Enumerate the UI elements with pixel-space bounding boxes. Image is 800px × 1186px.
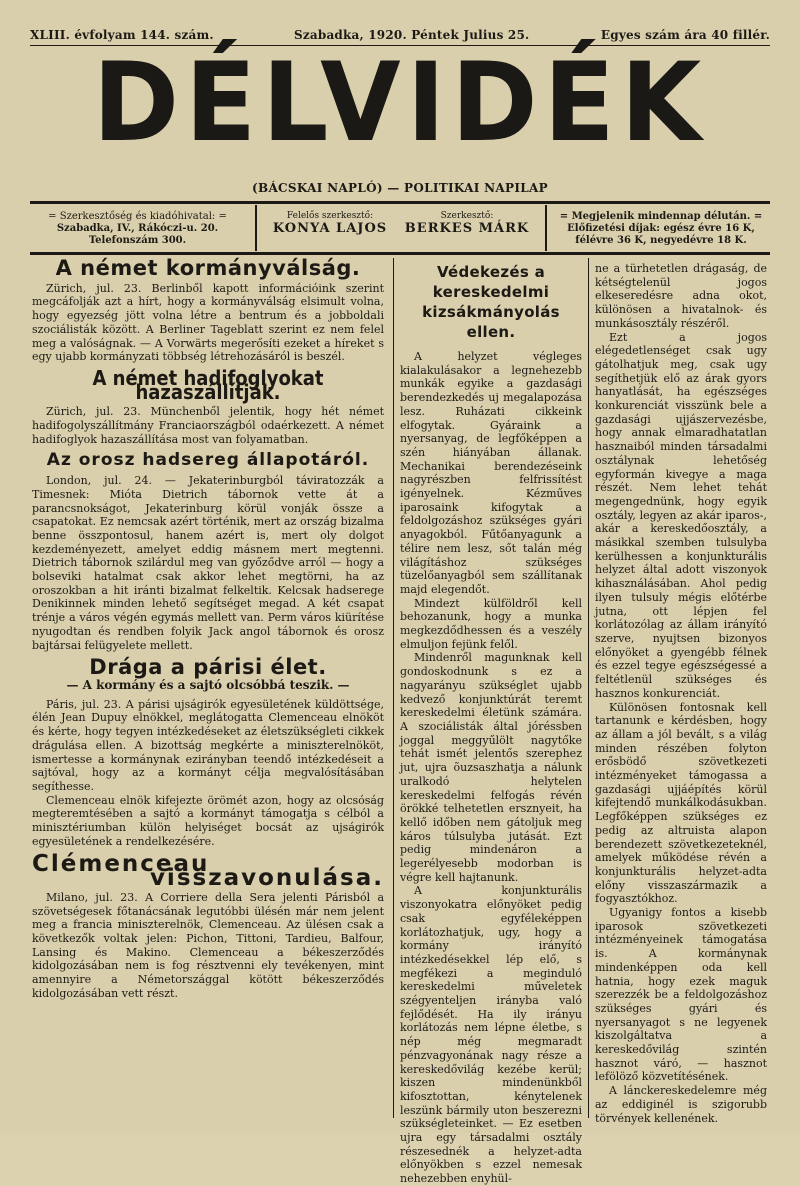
article-russian-army: London, jul. 24. — Jekaterinburgból táviratozzák a Timesnek: Mióta Dietrich tábornok vette át a parancsnokságot, Jekaterinburg körül vonják össze a csapatokat. Ez nemcsak azért történik, mert az ország bizalma benne összpontosul, hanem azért is, mert oly dolgot kezdeményezett, amelyet eddig másnem mert megtenni. Dietrich tábornok szilárdul meg van győződve arról — hogy a bolseviki hatalmat csak akkor lehet megtörni, ha az oroszokban a hit iránti bizalmat felkeltik. Kelcsak hadserege Denikinnek minden lehető segítséget megad. A két csapat trénje a város végén egymás mellett van. Perm város kiürítése nyugodtan és rendben folyik Jack angol tábornok és orosz bajtársai felügyelete mellett. xyxy=(32,474,384,652)
office-phone: Telefonszám 300. xyxy=(88,235,187,246)
headline-commercial-exploitation: Védekezés a kereskedelmi kizsákmányolás ellen. xyxy=(422,263,560,341)
masthead-rule-top xyxy=(30,201,770,204)
headline-paris-life: Drága a párisi élet. xyxy=(89,655,327,680)
office-title: = Szerkesztőség és kiadóhivatal: = xyxy=(48,211,227,222)
article-exploitation-p2: Mindezt külföldről kell behozanunk, hogy a munka megkezdődhessen és a veszély elmuljon fejünk felől. xyxy=(400,596,582,651)
column-1 xyxy=(32,256,384,1122)
article-continued-p4: Ugyanigy fontos a kisebb iparosok szövetkezeti intézményeinek támogatása is. A kormánynak mindenképpen oda kell hatnia, hogy ezek maguk szerezzék be a feldolgozáshoz szükséges gyári és nyersanyagot s ne legyenek kiszolgáltatva a kereskedővilág szintén hasznot váró, — hasznot lefölöző közvetítésének. xyxy=(595,906,767,1084)
subscription-prices-2: félévre 36 K, negyedévre 18 K. xyxy=(575,235,747,246)
editor-info xyxy=(265,205,395,257)
subscription-prices: Előfizetési díjak: egész évre 16 K, xyxy=(567,223,755,234)
column-divider-2 xyxy=(588,258,589,1118)
column-3 xyxy=(595,262,767,1125)
editor-name: KONYA LAJOS xyxy=(272,221,388,236)
issue-price: Egyes szám ára 40 fillér. xyxy=(600,28,770,42)
coeditor-info xyxy=(402,205,532,257)
info-divider-1 xyxy=(255,205,257,251)
masthead-subtitle: (BÁCSKAI NAPLÓ) — POLITIKAI NAPILAP xyxy=(252,181,548,195)
article-continued-p5: A lánckereskedelemre még az eddiginél is szigorubb törvények kellenének. xyxy=(595,1084,767,1125)
subscription-info xyxy=(552,205,770,257)
article-pow-repatriation: Zürich, jul. 23. Münchenből jelentik, hogy hét német hadifogolyszállítmány Franciaországból odaérkezett. A német hadifoglyok hazaszállítása most van folyamatban. xyxy=(32,405,384,446)
article-exploitation-p1: A helyzet végleges kialakulásakor a legnehezebb munkák egyike a gazdasági berendezkedés uj megalapozása lesz. Ruházati cikkeink elfogytak. Gyáraink a nyersanyag, de legfőképpen a szén hiányában állanak. Mechanikai berendezéseink nagyrészben felfrissítést igényelnek. Kézműves iparosaink kifogytak a feldolgozáshoz szükséges gyári anyagokból. Fűtőanyagunk a télire nem lesz, sőt talán még világításhoz szükséges tüzelőanyagból sem szállítanak majd elegendőt. xyxy=(400,350,582,596)
article-clemenceau: Milano, jul. 23. A Corriere della Sera jelenti Párisból a szövetségesek főtanácsának legutóbbi ülésén már nem jelent meg a francia miniszterelnök, Clemenceau. Az ülésen csak a következők voltak jelen: Pichon, Tittoni, Tardieu, Balfour, Lansing és Makino. Clemenceau a békeszerződés kidolgozásában nem is fog résztvenni ely tevékenyen, mint amennyire a Németországgal kötött békeszerződés kidolgozásában vett részt. xyxy=(32,890,384,1000)
issue-date: Szabadka, 1920. Péntek Julius 25. xyxy=(294,28,530,42)
info-divider-2 xyxy=(545,205,547,251)
article-paris-life: Páris, jul. 23. A párisi ujságirók egyesületének küldöttsége, élén Jean Dupuy elnökkel, meglátogatta Clemenceau elnököt és kérte, hogy tegyen intézkedéseket az életszükségleti cikkek drágulása ellen. A bizottság megkérte a miniszterelnököt, ismertesse a kormánynak ezirányban teendő intézkedéseit a sajtóval, hogy az a kormányt célja megvalósításában segíthesse. xyxy=(32,697,384,793)
info-bar xyxy=(30,205,770,251)
headline-russian-army: Az orosz hadsereg állapotáról. xyxy=(46,450,370,471)
publication-schedule: = Megjelenik mindennap délután. = xyxy=(559,211,763,222)
headline-clemenceau-2: visszavonulása. xyxy=(149,865,384,892)
article-exploitation-p3: Mindenről magunknak kell gondoskodnunk s ez a nagyarányu szükséglet ujabb kedvező konjunktúrát teremt kereskedelmi életünk számára. A szociálisták által jóréssben joggal meggyűlölt nagytőke tehát ismét jelentős szerephez jut, ujra õuzsaszhatja a nálunk uralkodó helytelen kereskedelmi felfogás révén örökké telhetetlen ersznyeit, ha kellő időben nem gátoljuk meg káros túlsulyba jutását. Ezt pedig mindenáron a legerélyesebb modorban is végre kell hajtanunk. xyxy=(400,651,582,884)
masthead-title: DÉLVIDÉK xyxy=(92,37,708,167)
headline-pow-repatriation: A német hadifoglyokat hazaszállítják. xyxy=(92,365,324,404)
headline-clemenceau-1: Clémenceau xyxy=(32,851,210,878)
office-address: Szabadka, IV., Rákóczi-u. 20. xyxy=(56,223,219,234)
article-german-crisis: Zürich, jul. 23. Berlinből kapott információink szerint megcáfolják azt a hírt, hogy a kormányválság elsimult volna, hogy egyezség jött volna létre a bentrum és a jobboldali szociálisták között. A Berliner Tageblatt szerint ez nem felel meg a valóságnak. — A Vorwärts megerősíti ezeket a híreket s egy ujabb kormányzati többség létrehozásáról is beszél. xyxy=(32,281,384,364)
subheadline-paris-life: — A kormány és a sajtó olcsóbbá teszik. — xyxy=(66,677,350,692)
column-2 xyxy=(400,262,582,1186)
masthead-rule-bottom xyxy=(30,252,770,255)
column-divider-1 xyxy=(393,258,394,1118)
editor-label: Felelős szerkesztő: xyxy=(286,211,374,221)
office-info xyxy=(30,205,245,257)
article-exploitation-p4: A konjunkturális viszonyokatra előnyöket pedig csak egyféleképpen korlátozhatjuk, ugy, hogy a kormány irányító intézkedésekkel lép elő, s megfékezi a meginduló kereskedelmi műveletek szégyenteljen irányba való fejlődését. Ha ily irányu korlátozás nem lépne életbe, s nép még megmaradt pénzvagyonának nagy része a kereskedővilág kezébe kerül; kiszen mindenünkből kifosztottan, kénytelenek leszünk bármily uton beszerezni szükségleteinket. — Ez esetben ujra egy társadalmi osztály részesednék a helyzet-adta előnyökben s ezzel nemesak nehezebben enyhül- xyxy=(400,884,582,1186)
coeditor-label: Szerkesztő: xyxy=(440,211,494,221)
article-continued-p2: Ezt a jogos elégedetlenséget csak ugy gátolhatjuk meg, csak ugy segíthetjük elő az árak gyors hanyatlását, ha egészséges konkurenciát visszünk bele a gazdasági ujjászervezésbe, hogy annak elmaradhatatlan hasznaiból minden társadalmi osztálynak lehetőség egyformán kivegye a maga részét. Nem lehet tehát megengednünk, hogy egyik osztály, legyen az akár iparos-, akár a kereskedőosztály, a másikkal szemben tulsulyba kerülhessen a konjunkturális helyzet által adott viszonyok kihasználásában. Ahol pedig ilyen tulsuly mégis előtérbe jutna, ott lépjen fel korlátozólag az állam irányító szerve, nyujtsen bizonyos előnyöket a gyengébb félnek és ezzel tegye egészségessé a feltétlenül szükséges és hasznos konkurenciát. xyxy=(595,330,767,700)
coeditor-name: BERKES MÁRK xyxy=(404,221,530,236)
article-continued-p1: ne a türhetetlen drágaság, de kétségtelenül jogos elkeseredésre adna okot, különösen a hivatalnok- és munkásosztály részéről. xyxy=(595,262,767,330)
article-continued-p3: Különösen fontosnak kell tartanunk e kérdésben, hogy az állam a jól bevált, s a világ minden részében folyton erősbödő szövetkezeti intézményeket támogassa a gazdasági ujjáépítés körül kifejtendő munkálkodásukban. Legfőképpen szükséges ez pedig az altruista alapon berendezett szövetkezeteknél, amelyek működése révén a konjunkturális helyzet-adta előny visszaszármazik a fogyasztókhoz. xyxy=(595,700,767,906)
headline-german-crisis: A német kormányválság. xyxy=(55,256,361,280)
article-paris-life-2: Clemenceau elnök kifejezte örömét azon, hogy az olcsóság megteremtésében a sajtó a kormányt támogatja s célból a minisztériumban külön helyiséget bocsát az ujságirók egyesületének a rendelkezésére. xyxy=(32,793,384,848)
issue-number: XLIII. évfolyam 144. szám. xyxy=(30,28,214,42)
